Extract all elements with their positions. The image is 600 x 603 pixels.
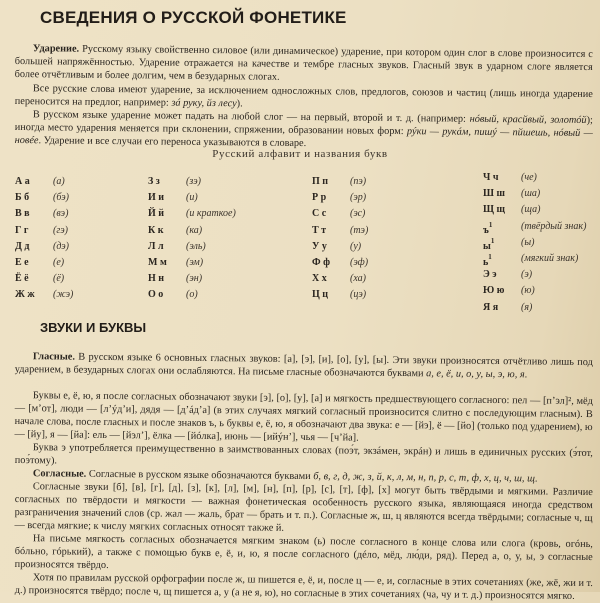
alphabet-column-4	[483, 172, 586, 318]
alphabet-letter: З з	[148, 176, 160, 187]
section-heading-phonetics: СВЕДЕНИЯ О РУССКОЙ ФОНЕТИКЕ	[40, 8, 347, 27]
paragraph-text: . Ударение и все случаи его переноса указываются в словаре.	[38, 135, 307, 150]
alphabet-entry	[148, 273, 236, 289]
alphabet-entry	[148, 208, 236, 224]
alphabet-letter: И и	[148, 192, 165, 204]
alphabet-letter: Х х	[312, 273, 327, 285]
alphabet-letter: Р р	[312, 192, 327, 204]
alphabet-entry	[483, 172, 586, 188]
alphabet-letter: Ш ш	[483, 188, 505, 200]
alphabet-letter: ы	[483, 240, 491, 252]
alphabet-letter: А а	[15, 176, 30, 187]
letter-name: (и краткое)	[186, 208, 236, 220]
alphabet-letter: Ё ё	[15, 273, 29, 285]
example-words: нóвый, красйвый, золотóй	[469, 113, 587, 126]
alphabet-letter: М м	[148, 256, 167, 268]
footnote-marker: 1	[488, 252, 492, 261]
letter-name: (е)	[53, 256, 65, 268]
alphabet-entry	[483, 237, 586, 253]
paragraph-hard-soft: Согласные звуки [б], [в], [г], [д], [з], [к], [л], [м], [н], [п], [р], [с], [т], [ф], [х] могут быть твёрдыми и мягкими. Различие согласных по твёрдости и мягкости — важная фонетическая особенность русского языка, являющаяся иногда средством разграничения значений слов (ср. жал — жаль, брат — брать и т. п.). Согласные ж, ш, ц являются всегда твёрдыми; согласные ч, щ — всегда мягкие; к числу мягких согласных относят также й.	[14, 481, 593, 534]
section-heading-sounds-letters: ЗВУКИ И БУКВЫ	[40, 320, 147, 335]
alphabet-letter-with-note	[483, 221, 521, 237]
example-words: рýки — рукáм, пишý — пйшешь, нóвый — новéе	[14, 126, 593, 147]
alphabet-letter: Ц ц	[312, 289, 329, 301]
alphabet-column-3	[312, 176, 368, 306]
alphabet-entry	[312, 289, 368, 305]
letter-name: (тэ)	[350, 224, 369, 236]
alphabet-column-2	[148, 176, 236, 306]
paragraph-text: Согласные в русском языке обозначаются буквами	[86, 468, 314, 483]
alphabet-entry	[312, 192, 368, 208]
alphabet-letter: Е е	[15, 256, 29, 268]
alphabet-letter: Я я	[483, 301, 499, 313]
alphabet-letter: Б б	[15, 192, 30, 204]
term-stress: Ударение.	[32, 43, 80, 55]
paragraph-orthography: Хотя по правилам русской орфографии после ж, ш пишется е, ё, и, после ц — е, и, согласные в этих сочетаниях (же, жё, жи и т. д.) произносятся твёрдо; после ч, щ пишется а, у (а не я, ю), но согласные в этих сочетаниях (ча, чу и т. д.) произносятся мягко.	[14, 572, 593, 602]
alphabet-letter: Т т	[312, 224, 327, 236]
letter-name: (твёрдый знак)	[521, 220, 587, 232]
alphabet-entry	[15, 208, 73, 224]
alphabet-letter: Г г	[15, 224, 29, 236]
alphabet-entry	[483, 188, 586, 204]
alphabet-entry	[15, 176, 73, 192]
alphabet-letter: Н н	[148, 273, 165, 285]
letter-name: (пэ)	[350, 176, 367, 187]
paragraph-text: .	[524, 369, 528, 381]
letter-name: (ы)	[521, 236, 535, 248]
paragraph-stress	[15, 42, 593, 87]
letter-name: (вэ)	[53, 208, 69, 220]
alphabet-letter: ь	[483, 256, 489, 268]
alphabet-entry	[148, 192, 236, 208]
alphabet-entry	[15, 241, 73, 257]
letter-name: (эр)	[350, 192, 367, 204]
alphabet-letter: Д д	[15, 240, 30, 252]
alphabet-letter-with-note	[483, 253, 521, 269]
alphabet-letter: Ю ю	[483, 285, 505, 297]
letter-name: (у)	[350, 240, 362, 252]
letter-name: (дэ)	[53, 240, 69, 252]
alphabet-entry	[312, 241, 368, 257]
alphabet-entry	[483, 221, 586, 237]
paragraph-text: .	[534, 473, 538, 485]
letter-name: (а)	[53, 176, 65, 187]
letter-name: (зэ)	[186, 176, 201, 187]
alphabet-entry	[483, 204, 586, 220]
term-vowels: Гласные.	[32, 351, 76, 363]
alphabet-letter: К к	[148, 224, 164, 236]
letter-name: (эм)	[186, 256, 204, 268]
alphabet-letter: Ф ф	[312, 256, 331, 268]
paragraph-softness-marking: На письме мягкость согласных обозначается мягким знаком (ь) после согласного в конце слова или слога (кровь, огóнь, бóльно, гóрький), а также с помощью букв е, ё, и, ю, я после согласного (дéло, мёд, лю́ди, ряд). Перед а, о, у, ы, э согласные произносятся твёрдо.	[14, 533, 593, 571]
paragraph-vowels	[15, 350, 593, 382]
paragraph-letter-e: Буква э употребляется преимущественно в заимствованных словах (поэ́т, экзáмен, экрáн) и лишь в единичных русских (э́тот, поэ́тому).	[14, 442, 593, 467]
paragraph-text: Все русские слова имеют ударение, за исключением односложных слов, предлогов, союзов и частиц (лишь иногда ударение переносится на предлог, например:	[14, 83, 593, 109]
letter-name: (эн)	[186, 273, 203, 285]
footnote-marker: 1	[490, 236, 495, 245]
alphabet-letter: Щ щ	[483, 204, 505, 216]
alphabet-entry	[312, 208, 368, 224]
alphabet-title: Русский алфавит и названия букв	[212, 148, 388, 160]
letter-name: (о)	[186, 289, 198, 301]
alphabet-entry	[483, 302, 586, 318]
alphabet-entry	[15, 225, 73, 241]
paragraph-stress-position	[15, 108, 593, 153]
vowel-letters: а, е, ё, и, о, у, ы, э, ю, я	[426, 368, 525, 381]
paragraph-text: ); иногда место ударения меняется при склонении, спряжении, образовании новых форм:	[14, 114, 593, 138]
alphabet-entry	[148, 176, 236, 192]
letter-name: (ё)	[53, 273, 65, 285]
paragraph-text: Русскому языку свойственно силовое (или динамическое) ударение, при котором один слог в слове произносится с большей напряжённостью. Ударение отражается на качестве и тембре гласных звуков. Гласный звук в ударном слоге является более отчётливым и более долгим, чем в безударных слогах.	[14, 43, 593, 83]
alphabet-column-1	[15, 176, 73, 306]
letter-name: (ка)	[186, 224, 203, 236]
letter-name: (эс)	[350, 208, 366, 220]
alphabet-entry	[15, 257, 73, 273]
alphabet-entry	[148, 289, 236, 305]
letter-name: (цэ)	[350, 289, 367, 301]
alphabet-entry	[312, 273, 368, 289]
paragraph-text: ).	[236, 98, 243, 110]
alphabet-letter: Л л	[148, 240, 164, 252]
letter-name: (эф)	[350, 256, 369, 268]
letter-name: (гэ)	[53, 224, 68, 236]
alphabet-entry	[148, 225, 236, 241]
paragraph-text: В русском языке ударение может падать на любой слог — на первый, второй и т. д. (например:	[32, 109, 470, 125]
alphabet-letter: О о	[148, 289, 164, 301]
alphabet-letter: У у	[312, 240, 327, 252]
footnote-marker: 1	[488, 220, 493, 229]
alphabet-entry	[15, 289, 73, 305]
alphabet-letter-with-note	[483, 237, 521, 253]
alphabet-entry	[483, 253, 586, 269]
alphabet-letter: Й й	[148, 208, 165, 220]
alphabet-letter: Э э	[483, 269, 497, 281]
alphabet-entry	[312, 225, 368, 241]
paragraph-iotated-vowels: Буквы е, ё, ю, я после согласных обозначают звуки [э], [о], [у], [а] и мягкость предшествующего согласного: пел — [пʼэл]², мёд — [мʼот], люди — [лʼýдʼи], дядя — [дʼáдʼа] (в этих случаях мягкий согласный произносится слитно с последующим гласным). В начале слова, после гласных и после знаков ъ, ь буквы е, ё, ю, я обозначают два звука: е — [йэ], ё — [йо] (только под ударением), ю — [йу], я — [йа]: ель — [йэлʼ], ёлка — [йóлка], июнь — [ийýнʼ], чья — [чʼйа].	[14, 390, 593, 444]
letter-name: (ю)	[521, 285, 535, 297]
alphabet-letter: П п	[312, 176, 329, 187]
alphabet-letter: Ж ж	[15, 289, 35, 301]
alphabet-letter: В в	[15, 208, 30, 220]
letter-name: (мягкий знак)	[521, 252, 579, 264]
letter-name: (я)	[521, 301, 533, 313]
letter-name: (ша)	[521, 188, 541, 200]
alphabet-entry	[15, 273, 73, 289]
alphabet-entry	[483, 285, 586, 301]
example-words: зá руку, йз лесу	[171, 97, 237, 110]
alphabet-letter: С с	[312, 208, 327, 220]
letter-name: (эль)	[186, 240, 206, 252]
letter-name: (и)	[186, 192, 198, 204]
letter-name: (че)	[521, 172, 537, 183]
paragraph-text: В русском языке 6 основных гласных звуков: [а], [э], [и], [о], [у], [ы]. Эти звуки произносятся отчётливо лишь под ударением, в безударных слогах они ослабляются. На письме гласные обозначаются буквами	[14, 351, 593, 380]
alphabet-entry	[148, 241, 236, 257]
alphabet-entry	[15, 192, 73, 208]
alphabet-entry	[148, 257, 236, 273]
letter-name: (э)	[521, 269, 533, 281]
letter-name: (ща)	[521, 204, 541, 216]
letter-name: (жэ)	[53, 289, 74, 301]
alphabet-entry	[312, 176, 368, 192]
alphabet-letter: Ч ч	[483, 172, 499, 183]
letter-name: (ха)	[350, 273, 366, 285]
alphabet-entry	[483, 269, 586, 285]
term-consonants: Согласные.	[32, 468, 87, 480]
alphabet-entry	[312, 257, 368, 273]
letter-name: (бэ)	[53, 192, 69, 204]
alphabet-letter: ъ	[483, 224, 489, 236]
consonant-letters: б, в, г, д, ж, з, й, к, л, м, н, п, р, с, т, ф, х, ц, ч, ш, щ	[313, 471, 535, 485]
